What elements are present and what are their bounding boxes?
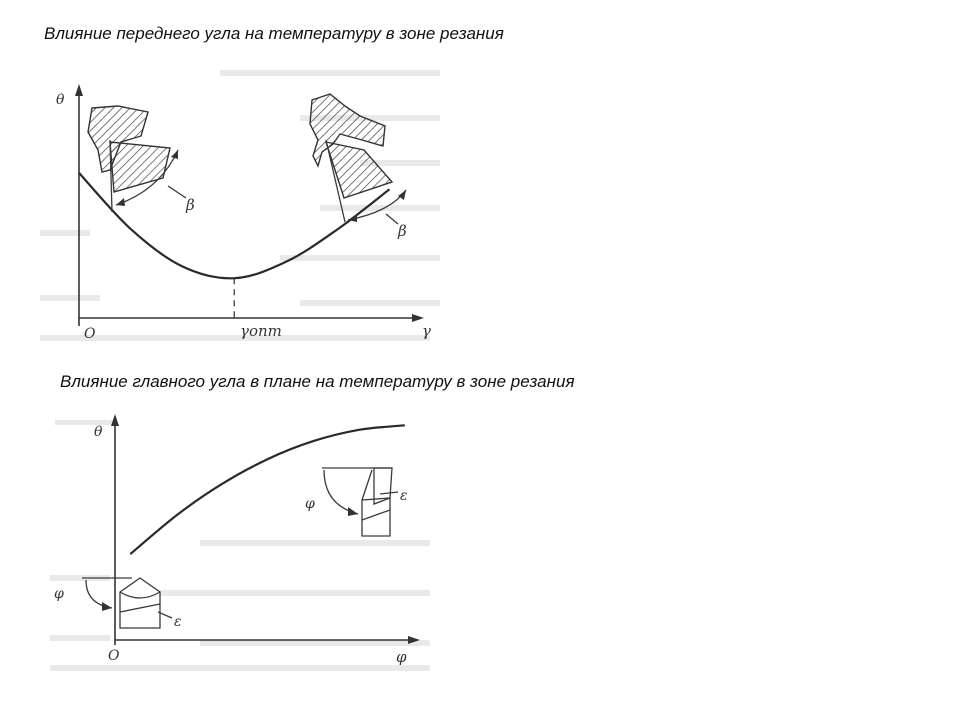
chart1-y-arrow-icon — [75, 84, 83, 96]
chart2-annotation-epsilon-lower: ε — [174, 614, 182, 630]
chart2-ylabel: θ — [94, 424, 103, 440]
scan-background-bottom — [50, 420, 430, 671]
chart2-xlabel: φ — [396, 648, 407, 666]
chart2-annotation-phi-lower: φ — [54, 586, 64, 602]
chart2-origin: O — [108, 648, 120, 664]
chart1-annotation-beta-right: β — [398, 222, 407, 240]
chart2-annotation-phi-upper: φ — [305, 496, 315, 512]
chart1-x-arrow-icon — [412, 314, 424, 322]
chart2-series-line — [130, 425, 405, 554]
chart2-tool-upper — [305, 468, 408, 536]
chart1-tool-left — [88, 106, 195, 214]
chart2-annotation-epsilon-upper: ε — [400, 488, 408, 504]
chart1-annotation-beta-left: β — [186, 196, 195, 214]
chart1-xlabel: γ — [422, 322, 431, 340]
slide-title-bottom: Влияние главного угла в плане на температуру в зоне резания — [60, 372, 575, 391]
chart1-origin: O — [84, 326, 96, 342]
chart1-ylabel: θ — [56, 92, 65, 108]
chart1-annotation-gamma-opt: γопт — [240, 322, 282, 340]
slide-title-top: Влияние переднего угла на температуру в зоне резания — [44, 24, 504, 43]
chart2-tool-lower — [54, 578, 182, 630]
